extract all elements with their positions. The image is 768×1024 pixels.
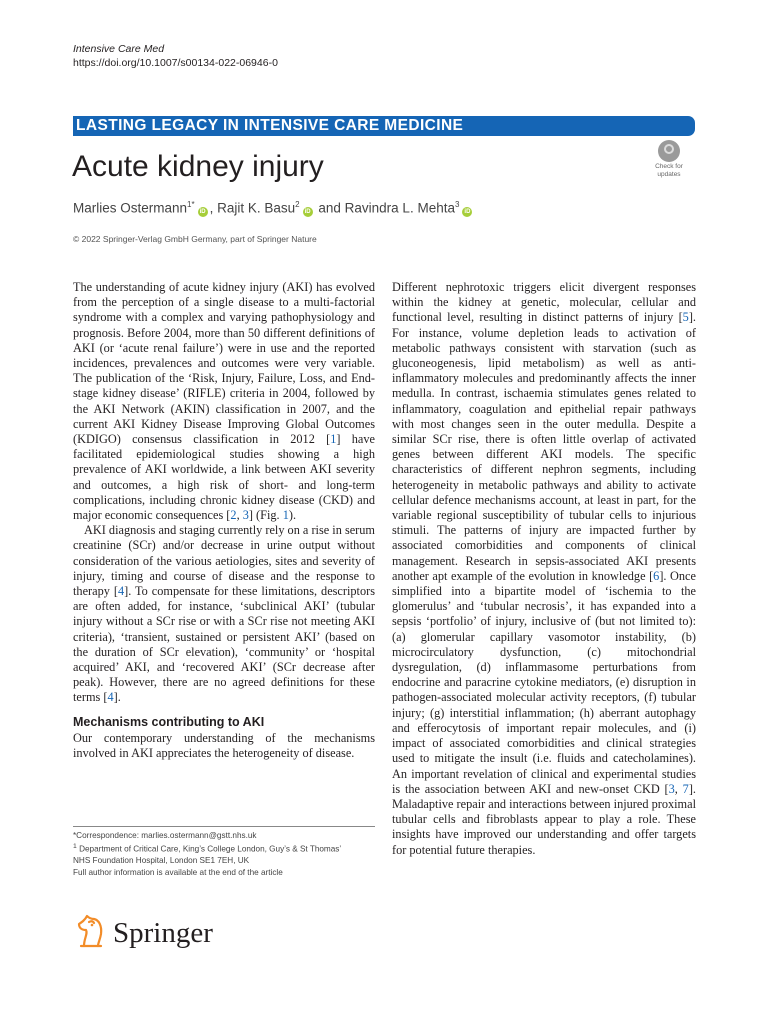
affiliation-line: NHS Foundation Hospital, London SE1 7EH, UK [73, 856, 250, 866]
orcid-icon[interactable]: iD [199, 208, 206, 215]
reference-link[interactable]: 4 [107, 690, 114, 705]
figure-link[interactable]: 1 [282, 508, 289, 523]
body-paragraph: Different nephrotoxic triggers elicit divergent responses within the kidney at genetic, molecular, cellular and functional level, resulting in distinct patterns of injury [5]. For instance, volume depletion leads to activation of metabolic pathways consistent with starvation (such as gluconeogenesis, lipid metabolism) as well as anti-inflammatory molecules and predominantly affects the inner medulla. In contrast, ischaemia stimulates genes related to inflammatory, coagulation and epithelial repair pathways with most changes seen in the outer medulla. Despite a similar SCr rise, there is often little overlap of activated genes between different AKI models. The specific characteristics of different nephron segments, including heterogeneity in metabolic pathways and ability to activate cellular defence mechanisms account, at least in part, for the variable regional susceptibility of tubular cells to injurious stimuli. The patterns of injury are impacted further by associated comorbidities and components of clinical management. Research in sepsis-associated AKI presents another apt example of the evolution in knowledge [6]. Once simplified into a bipartite model of ‘ischemia to the glomerulus’ and ‘tubular necrosis’, it has expanded into a sepsis ‘portfolio’ of injury, inclusive of (but not limited to): (a) glomerular capillary vasomotor instability, (b) microcirculatory dysfunction, (c) mitochondrial dysregulation, (d) inflammasome perturbations from endocrine and paracrine cytokine mediators, (e) disruption in pathogen-associated molecular activity receptors, (f) tubular injury; (g) interstitial inflammation; (h) aberrant autophagy and efferocytosis of important repair molecules, and (i) impact of associated comorbidities and clinical strategies used to mitigate the insult (i.e. fluids and catecholamines). An important revelation of clinical and experimental studies is the association between AKI and new-onset CKD [3, 7]. Maladaptive repair and interactions between injured proximal tubular cells and fibroblasts appear to play a role. These insights have improved our understanding and offer targets for potential future therapies. [392, 280, 696, 857]
reference-link[interactable]: 5 [682, 310, 689, 325]
body-paragraph: The understanding of acute kidney injury (AKI) has evolved from the perception of a single disease to a multi-factorial syndrome with a complex and varying pathophysiology and prognosis. Before 2004, more than 50 different definitions of AKI (or ‘acute renal failure’) were in use and the reported incidences, prevalences and outcomes were very variable. The publication of the ‘Risk, Injury, Failure, Loss, and End-stage kidney disease’ (RIFLE) criteria in 2004, followed by the AKI Network (AKIN) classification in 2007, and the current AKI Kidney Disease Improving Global Outcomes (KDIGO) consensus classification in 2012 [1] have facilitated epidemiological studies showing a high prevalence of AKI worldwide, a link between AKI severity and outcomes, a high risk of short- and long-term complications, including chronic kidney disease (CKD) and major economic consequences [2, 3] (Fig. 1). [73, 280, 375, 523]
reference-link[interactable]: 3 [668, 781, 675, 796]
reference-link[interactable]: 7 [682, 781, 689, 796]
check-updates-icon [658, 140, 680, 162]
affiliation-line: $^1$ Department of Critical Care, King’s College London, Guy’s & St Thomas’ [73, 843, 342, 855]
right-text-column [392, 280, 696, 858]
journal-name: Intensive Care Med [73, 43, 165, 55]
journal-header [73, 42, 278, 70]
author-separator: , [209, 200, 218, 216]
check-updates-line2: updates [657, 171, 681, 178]
author-name[interactable]: Ravindra L. Mehta [344, 200, 455, 216]
reference-link[interactable]: 4 [117, 584, 125, 599]
full-author-info-note: Full author information is available at the end of the article [73, 867, 283, 877]
reference-link[interactable]: 1 [330, 432, 337, 447]
reference-link[interactable]: 3 [242, 508, 249, 523]
body-paragraph: AKI diagnosis and staging currently rely on a rise in serum creatinine (SCr) and/or decrease in urine output without consideration of the various aetiologies, sites and severity of injury, timing and course of disease and the response to therapy [4]. To compensate for these limitations, descriptors are often added, for instance, ‘subclinical AKI’ (tubular injury without a SCr rise or with a SCr rise not meeting AKI criteria), ‘transient, sustained or persistent AKI’ (based on the duration of SCr elevation), ‘community’ or ‘hospital acquired’ AKI, and ‘recovered AKI’ (SCr decrease after peak). However, there are no agreed definitions for these terms [4]. [73, 523, 375, 705]
article-type-banner: LASTING LEGACY IN INTENSIVE CARE MEDICINE [73, 116, 695, 136]
author-list [73, 196, 474, 218]
reference-link[interactable]: 6 [653, 568, 660, 583]
orcid-icon[interactable]: iD [464, 208, 471, 215]
orcid-icon[interactable]: iD [304, 208, 311, 215]
section-heading: Mechanisms contributing to AKI [73, 714, 265, 729]
correspondence-email[interactable]: *Correspondence: marlies.ostermann@gstt.nhs.uk [73, 831, 257, 840]
article-title: Acute kidney injury [72, 150, 324, 183]
author-affiliation-sup: 3 [454, 200, 460, 209]
footnote-block [73, 826, 375, 878]
author-separator: and [314, 200, 345, 216]
check-for-updates-badge[interactable] [655, 140, 683, 178]
copyright-notice: © 2022 Springer-Verlag GmbH Germany, part of Springer Nature [73, 234, 317, 244]
author-affiliation-sup: 2 [295, 200, 300, 209]
chess-knight-icon [73, 910, 109, 950]
check-updates-line1: Check for [655, 163, 683, 170]
author-name[interactable]: Marlies Ostermann [73, 200, 188, 216]
publisher-name: Springer [113, 917, 213, 949]
doi-link[interactable]: https://doi.org/10.1007/s00134-022-06946-0 [73, 57, 278, 69]
author-affiliation-sup: 1* [187, 200, 195, 209]
reference-link[interactable]: 2 [230, 508, 237, 523]
author-name[interactable]: Rajit K. Basu [217, 200, 296, 216]
body-paragraph: Our contemporary understanding of the mechanisms involved in AKI appreciates the heterogeneity of disease. [73, 730, 375, 760]
left-text-column [73, 280, 375, 761]
